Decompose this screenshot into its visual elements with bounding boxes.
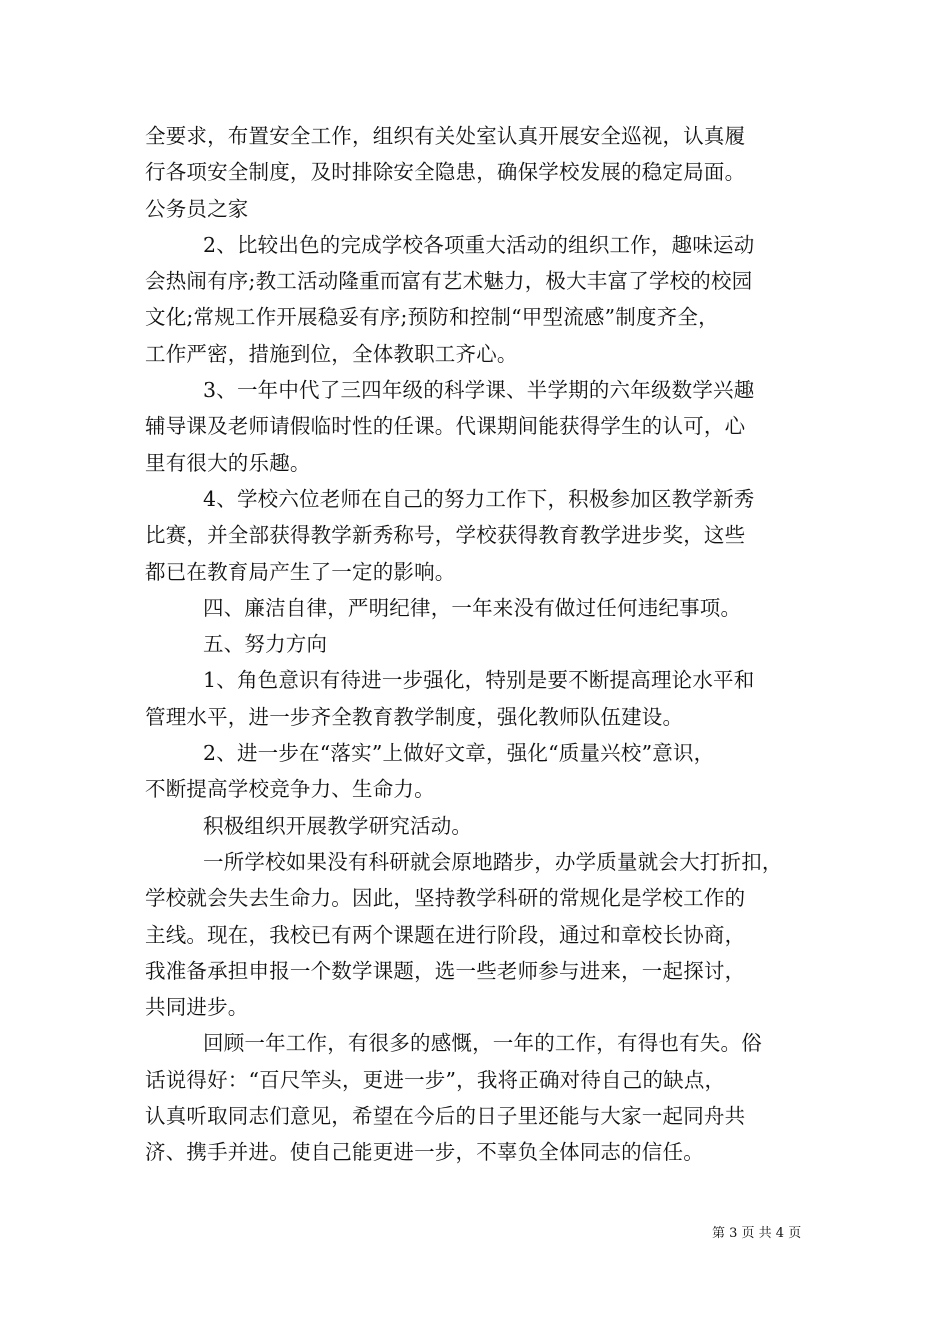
text-line: 共同进步。 [145,995,249,1020]
text-line: 公务员之家 [145,196,249,221]
text-line: 回顾一年工作，有很多的感慨，一年的工作，有得也有失。俗 [203,1031,762,1056]
text-line: 四、廉洁自律，严明纪律，一年来没有做过任何违纪事项。 [203,595,742,620]
text-line: 不断提高学校竞争力、生命力。 [145,777,435,802]
text-line: 都已在教育局产生了一定的影响。 [145,559,456,584]
text-line: 比赛，并全部获得教学新秀称号，学校获得教育教学进步奖，这些 [145,523,746,548]
text-line: 文化;常规工作开展稳妥有序;预防和控制“甲型流感”制度齐全， [145,305,719,330]
text-line: 辅导课及老师请假临时性的任课。代课期间能获得学生的认可，心 [145,414,746,439]
text-line: 4、学校六位老师在自己的努力工作下，积极参加区教学新秀 [203,486,755,511]
body-text [145,118,810,1171]
text-line: 认真听取同志们意见，希望在今后的日子里还能与大家一起同舟共 [145,1104,746,1129]
text-line: 积极组织开展教学研究活动。 [203,813,473,838]
text-line: 管理水平，进一步齐全教育教学制度，强化教师队伍建设。 [145,704,684,729]
text-line: 学校就会失去生命力。因此，坚持教学科研的常规化是学校工作的 [145,886,746,911]
text-line: 主线。现在，我校已有两个课题在进行阶段，通过和章校长协商， [145,922,746,947]
text-line: 1、角色意识有待进一步强化，特别是要不断提高理论水平和 [203,668,755,693]
text-line: 2、比较出色的完成学校各项重大活动的组织工作，趣味运动 [203,232,755,257]
text-line: 行各项安全制度，及时排除安全隐患，确保学校发展的稳定局面。 [145,160,746,185]
text-line: 济、携手并进。使自己能更进一步，不辜负全体同志的信任。 [145,1140,704,1165]
text-line: 五、努力方向 [203,632,328,657]
text-line: 会热闹有序;教工活动隆重而富有艺术魅力，极大丰富了学校的校园 [145,269,753,294]
text-line: 我准备承担申报一个数学课题，选一些老师参与进来，一起探讨， [145,958,746,983]
text-line: 里有很大的乐趣。 [145,450,311,475]
text-line: 话说得好：“百尺竿头，更进一步”，我将正确对待自己的缺点， [145,1067,726,1092]
text-line: 全要求，布置安全工作，组织有关处室认真开展安全巡视，认真履 [145,124,746,148]
text-line: 一所学校如果没有科研就会原地踏步，办学质量就会大打折扣， [203,849,783,874]
text-line: 2、进一步在“落实”上做好文章，强化“质量兴校”意识， [203,741,715,766]
text-line: 工作严密，措施到位，全体教职工齐心。 [145,341,518,366]
text-line: 3、一年中代了三四年级的科学课、半学期的六年级数学兴趣 [203,378,755,403]
page-number: 第 3 页 共 4 页 [712,1226,802,1241]
